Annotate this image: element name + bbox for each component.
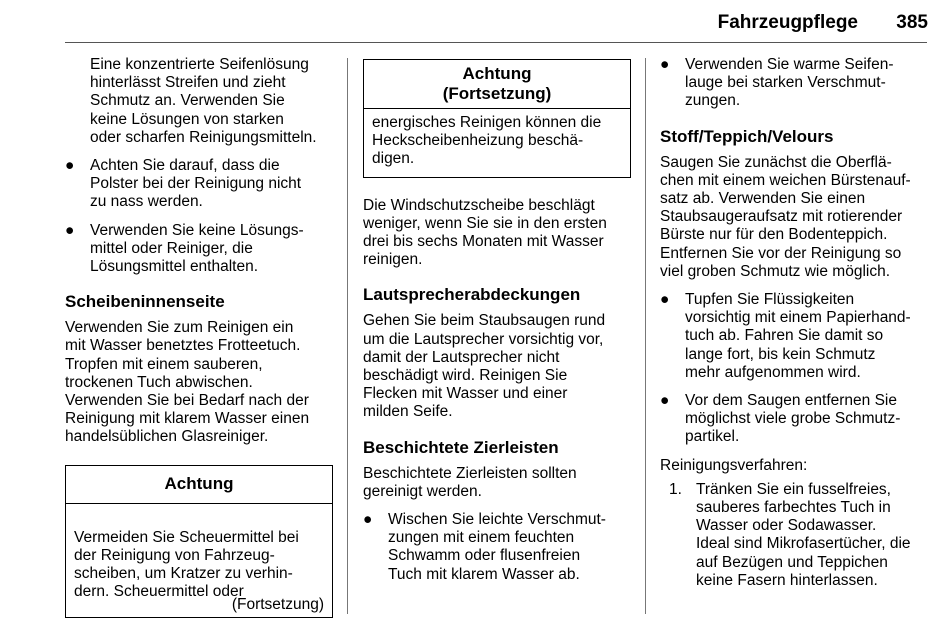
list-item-text: Achten Sie darauf, dass die Polster bei der Reinigung nicht zu nass werden.: [90, 157, 302, 211]
warning-text: Vermeiden Sie Scheuermittel bei der Reinigung von Fahrzeug- scheiben, um Kratzer zu verhin- dern. Scheuermittel oder: [74, 528, 299, 601]
list-item: [660, 392, 928, 447]
paragraph: Saugen Sie zunächst die Oberflä- chen mit einem weichen Bürstenauf- satz ab. Verwenden Sie einen Staubsaugeraufsatz mit rotierender Bürste nur für den Bodenteppich. Entfernen Sie vor der Reinigung so viel groben Schmutz wie möglich.: [660, 153, 911, 280]
paragraph: Gehen Sie beim Staubsaugen rund um die Lautsprecher vorsichtig vor, damit der Lautsprecher nicht beschädigt wird. Reinigen Sie Flecken mit Wasser und einer milden Seife.: [363, 312, 606, 421]
section-heading: Beschichtete Zierleisten: [363, 437, 559, 457]
list-item: [65, 157, 333, 212]
bullet-icon: ●: [660, 56, 670, 73]
paragraph: Die Windschutzscheibe beschlägt weniger, wenn Sie sie in den ersten drei bis sechs Monaten mit Wasser reinigen.: [363, 196, 607, 269]
section-heading: Scheibeninnenseite: [65, 292, 225, 312]
procedure-label: Reinigungsverfahren:: [660, 456, 808, 474]
list-item-text: Verwenden Sie keine Lösungs- mittel oder Reiniger, die Lösungsmittel enthalten.: [90, 221, 304, 276]
numbered-step: [660, 481, 928, 590]
column-1: [65, 56, 333, 618]
bullet-icon: ●: [660, 291, 670, 309]
warning-box: [65, 465, 333, 618]
bullet-icon: ●: [660, 392, 670, 410]
continued-note: (Fortsetzung): [231, 596, 324, 614]
section-title: Fahrzeugpflege: [717, 12, 858, 33]
intro-paragraph: Eine konzentrierte Seifenlösung hinterlässt Streifen und zieht Schmutz an. Verwenden Sie keine Lösungen von starken oder scharfen Reinigungsmitteln.: [90, 56, 317, 146]
step-text: Tränken Sie ein fusselfreies, sauberes farbechtes Tuch in Wasser oder Sodawasser. Ideal sind Mikrofasertücher, die auf Bezügen und Teppichen keine Fasern hinterlassen.: [696, 480, 911, 589]
list-item: [65, 222, 333, 277]
page-number: 385: [896, 12, 928, 33]
list-item: [363, 511, 631, 584]
list-item-text: Verwenden Sie warme Seifen- lauge bei starken Verschmut- zungen.: [685, 56, 894, 110]
list-item-text: Wischen Sie leichte Verschmut- zungen mit einem feuchten Schwamm oder flusenfreien Tuch mit klarem Wasser ab.: [388, 511, 606, 583]
column-3: [660, 56, 928, 590]
step-number: 1.: [669, 480, 682, 498]
column-2: [363, 59, 631, 584]
paragraph: Verwenden Sie zum Reinigen ein mit Wasser benetztes Frotteetuch. Tropfen mit einem sauberen, trockenen Tuch abwischen. Verwenden Sie bei Bedarf nach der Reinigung mit klarem Wasser einen handelsüblichen Glasreiniger.: [65, 319, 310, 446]
paragraph: Beschichtete Zierleisten sollten gereinigt werden.: [363, 464, 577, 500]
warning-text: energisches Reinigen können die Heckscheibenheizung beschä- digen.: [372, 114, 602, 168]
list-item: [660, 291, 928, 382]
list-item-text: Vor dem Saugen entfernen Sie möglichst viele grobe Schmutz- partikel.: [685, 392, 901, 446]
bullet-icon: ●: [65, 221, 75, 239]
bullet-icon: ●: [65, 157, 75, 175]
column-divider-1: [347, 58, 348, 614]
column-divider-2: [645, 58, 646, 614]
section-heading: Lautsprecherabdeckungen: [363, 285, 581, 305]
list-item: [660, 56, 928, 111]
section-heading: Stoff/Teppich/Velours: [660, 126, 834, 146]
warning-box-continued: [363, 59, 631, 178]
header-divider: [65, 42, 927, 43]
bullet-icon: ●: [363, 511, 373, 529]
warning-body: [66, 504, 332, 617]
warning-title: Achtung (Fortsetzung): [364, 60, 630, 109]
warning-title: Achtung: [66, 466, 332, 504]
list-item-text: Tupfen Sie Flüssigkeiten vorsichtig mit einem Papierhand- tuch ab. Fahren Sie damit so lange fort, bis kein Schmutz mehr aufgenommen wird.: [685, 291, 911, 381]
